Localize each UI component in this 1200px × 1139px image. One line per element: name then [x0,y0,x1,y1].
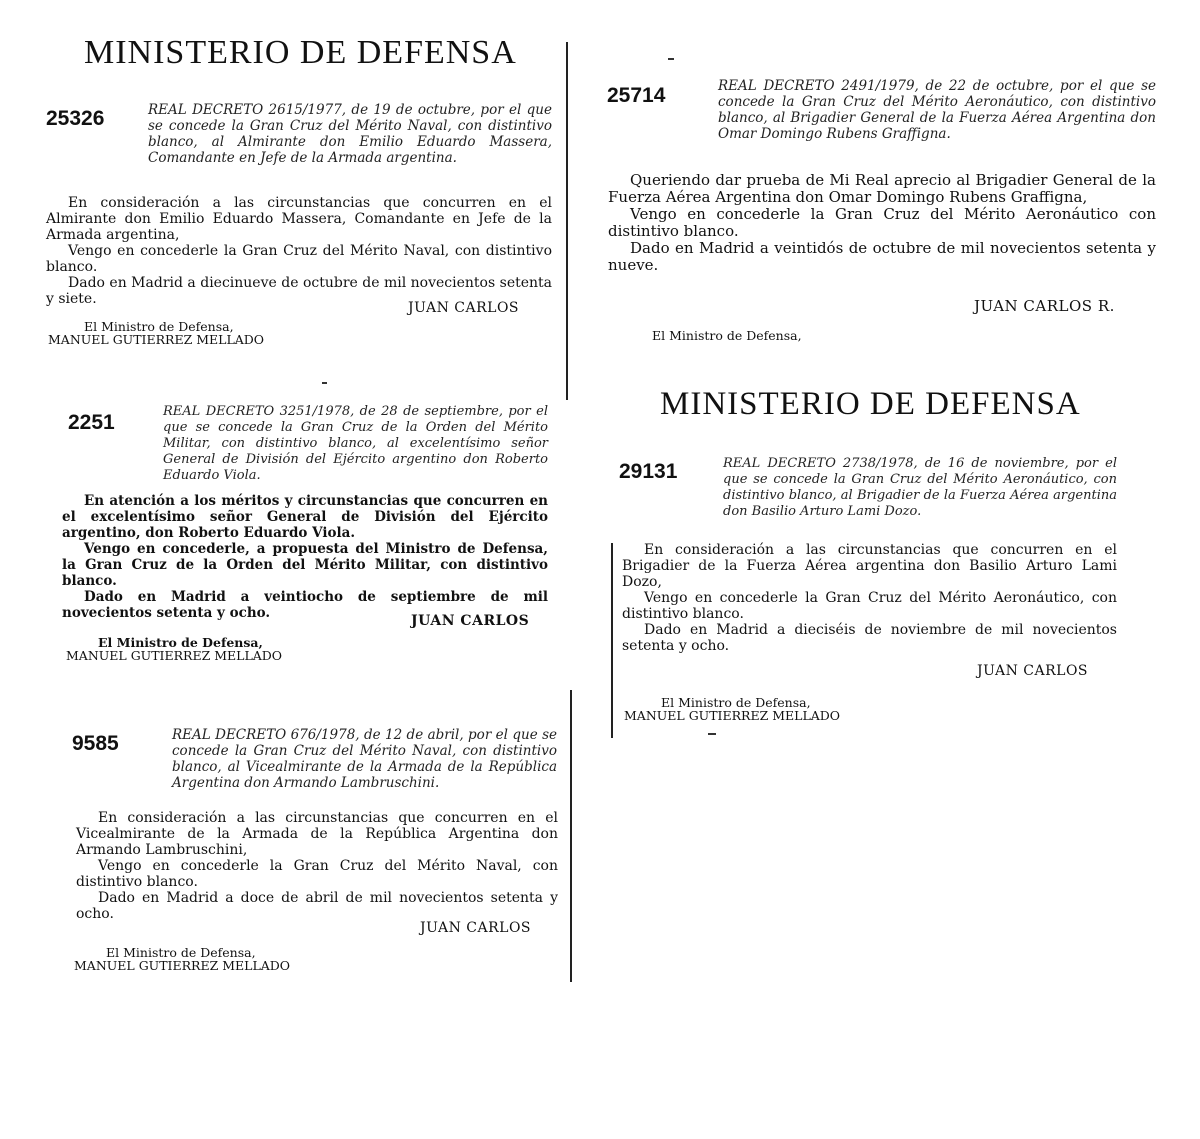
decree-paragraph: Queriendo dar prueba de Mi Real aprecio al Brigadier General de la Fuerza Aérea Argentina don Omar Domingo Rubens Graffigna, [608,171,1156,206]
royal-signature: JUAN CARLOS [977,663,1089,679]
decree-body [622,542,1117,654]
decree-paragraph: Dado en Madrid a veintiocho de septiembre de mil novecientos setenta y ocho. [62,589,548,621]
minister-title: El Ministro de Defensa, [661,695,811,710]
decree-body [62,493,548,621]
decree-paragraph: Dado en Madrid a doce de abril de mil novecientos setenta y ocho. [76,890,558,922]
royal-signature: JUAN CARLOS [420,920,532,936]
decree-paragraph: Dado en Madrid a veintidós de octubre de mil novecientos setenta y nueve. [608,239,1156,274]
decree-number: 2251 [68,411,115,434]
decree-paragraph: En consideración a las circunstancias que concurren en el Brigadier de la Fuerza Aérea argentina don Basilio Arturo Lami Dozo, [622,542,1117,590]
decree-title: REAL DECRETO 676/1978, de 12 de abril, por el que se concede la Gran Cruz del Mérito Naval, con distintivo blanco, al Vicealmirante de la Armada de la República Argentina don Armando Lambruschini. [172,727,557,791]
minister-title: El Ministro de Defensa, [98,635,263,650]
decree-title: REAL DECRETO 2491/1979, de 22 de octubre, por el que se concede la Gran Cruz del Mérito Aeronáutico, con distintivo blanco, al Brigadier General de la Fuerza Aérea Argentina don Omar Domingo Rubens Graffigna. [718,78,1156,142]
royal-signature: JUAN CARLOS [411,613,530,629]
royal-signature: JUAN CARLOS R. [974,297,1115,315]
scan-mark [668,58,674,60]
decree-paragraph: Vengo en concederle la Gran Cruz del Mérito Naval, con distintivo blanco. [76,858,558,890]
column-divider-line [566,42,568,400]
ministry-header: MINISTERIO DE DEFENSA [660,386,1081,422]
margin-rule-right [611,543,613,738]
decree-paragraph: En atención a los méritos y circunstancias que concurren en el excelentísimo señor General de División del Ejército argentino, don Roberto Eduardo Viola. [62,493,548,541]
decree-paragraph: Dado en Madrid a diecinueve de octubre de mil novecientos setenta y siete. [46,275,552,307]
minister-name: MANUEL GUTIERREZ MELLADO [624,708,841,723]
column-divider-line-lower [570,690,572,982]
minister-name: MANUEL GUTIERREZ MELLADO [74,958,291,973]
ministry-header: MINISTERIO DE DEFENSA [84,34,517,71]
scan-mark [708,733,716,735]
minister-name: MANUEL GUTIERREZ MELLADO [66,648,283,663]
minister-name: MANUEL GUTIERREZ MELLADO [48,332,265,347]
decree-number: 9585 [72,732,119,755]
decree-paragraph: Vengo en concederle la Gran Cruz del Mérito Aeronáutico con distintivo blanco. [608,205,1156,240]
minister-title: El Ministro de Defensa, [84,319,234,334]
decree-title: REAL DECRETO 2615/1977, de 19 de octubre, por el que se concede la Gran Cruz del Mérito Naval, con distintivo blanco, al Almirante don Emilio Eduardo Massera, Comandante en Jefe de la Armada argentina. [148,102,552,166]
decree-paragraph: Vengo en concederle la Gran Cruz del Mérito Aeronáutico, con distintivo blanco. [622,590,1117,622]
decree-title: REAL DECRETO 2738/1978, de 16 de noviembre, por el que se concede la Gran Cruz del Mérito Aeronáutico, con distintivo blanco, al Brigadier de la Fuerza Aérea argentina don Basilio Arturo Lami Dozo. [723,456,1117,519]
royal-signature: JUAN CARLOS [408,300,520,316]
decree-paragraph: Dado en Madrid a dieciséis de noviembre de mil novecientos setenta y ocho. [622,622,1117,654]
decree-paragraph: Vengo en concederle la Gran Cruz del Mérito Naval, con distintivo blanco. [46,243,552,275]
decree-body [76,810,558,922]
decree-title: REAL DECRETO 3251/1978, de 28 de septiembre, por el que se concede la Gran Cruz de la Orden del Mérito Militar, con distintivo blanco, al excelentísimo señor General de División del Ejército argentino don Roberto Eduardo Viola. [163,404,548,483]
decree-number: 29131 [619,460,678,483]
scan-mark [322,382,327,384]
minister-title: El Ministro de Defensa, [652,328,802,343]
decree-paragraph: Vengo en concederle, a propuesta del Ministro de Defensa, la Gran Cruz de la Orden del Mérito Militar, con distintivo blanco. [62,541,548,589]
decree-number: 25326 [46,107,105,130]
decree-body [608,172,1156,274]
decree-number: 25714 [607,84,666,107]
decree-body [46,195,552,307]
decree-paragraph: En consideración a las circunstancias que concurren en el Almirante don Emilio Eduardo Massera, Comandante en Jefe de la Armada argentina, [46,195,552,243]
decree-paragraph: En consideración a las circunstancias que concurren en el Vicealmirante de la Armada de la República Argentina don Armando Lambruschini, [76,810,558,858]
minister-title: El Ministro de Defensa, [106,945,256,960]
